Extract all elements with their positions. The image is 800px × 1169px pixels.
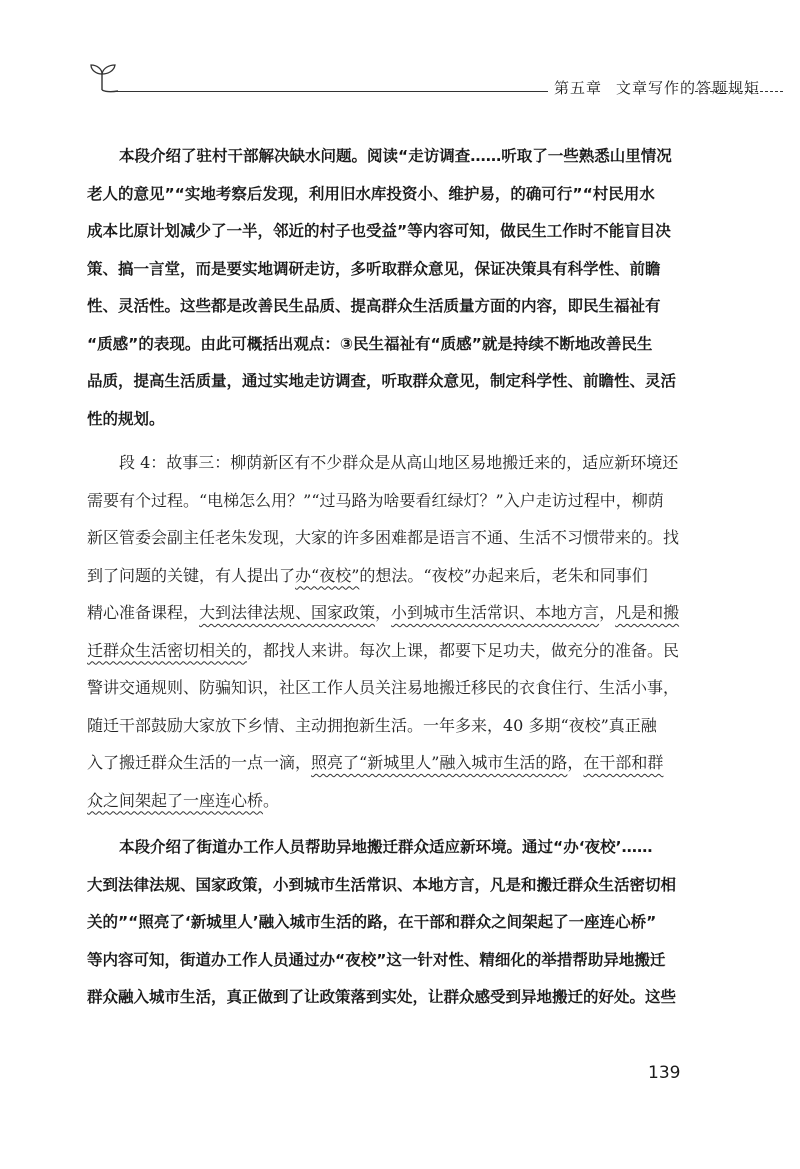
chapter-heading bbox=[554, 77, 760, 98]
text-line bbox=[87, 782, 697, 820]
text-span: 。 bbox=[263, 790, 280, 810]
text-span: 精心准备课程， bbox=[87, 603, 200, 622]
text-span: 入了搬迁群众生活的一点一滴， bbox=[87, 753, 312, 772]
wavy-underlined-text: 迁群众生活密切相关的 bbox=[87, 640, 248, 660]
wavy-underlined-text: 照亮了“新城里人”融入城市生活的路 bbox=[311, 753, 568, 772]
text-line: “质感”的表现。由此可概括出观点：③民生福祉有“质感”就是持续不断地改善民生 bbox=[87, 334, 653, 353]
text-line: 本段介绍了驻村干部解决缺水问题。阅读“走访调查……听取了一些熟悉山里情况 bbox=[119, 147, 672, 165]
wavy-underlined-text: 众之间架起了一座连心桥 bbox=[87, 790, 264, 810]
page-number: 139 bbox=[648, 1063, 681, 1083]
text-line: 成本比原计划减少了一半，邻近的村子也受益”等内容可知，做民生工作时不能盲目决 bbox=[87, 222, 671, 240]
text-line: 关的”“照亮了‘新城里人’融入城市生活的路，在干部和群众之间架起了一座连心桥” bbox=[87, 913, 657, 931]
analysis-paragraph-2 bbox=[87, 829, 697, 1017]
analysis-paragraph-1 bbox=[87, 138, 697, 438]
text-line: 段 4：故事三：柳荫新区有不少群众是从高山地区易地搬迁来的，适应新环境还 bbox=[119, 453, 679, 472]
text-line: 性的规划。 bbox=[87, 409, 165, 428]
text-line: 本段介绍了街道办工作人员帮助异地搬迁群众适应新环境。通过“办‘夜校’…… bbox=[119, 838, 653, 856]
text-span: ，都找人来讲。每次上课，都要下足功夫，做充分的准备。民 bbox=[247, 640, 680, 660]
header-rule-right bbox=[695, 91, 783, 92]
text-line: 随迁干部鼓励大家放下乡情、主动拥抱新生活。一年多来，40 多期“夜校”真正融 bbox=[87, 715, 657, 735]
wavy-underlined-text: 大到法律法规、国家政策 bbox=[199, 603, 376, 622]
story-paragraph bbox=[87, 444, 697, 819]
text-span: 到了问题的关键，有人提出了 bbox=[87, 565, 296, 585]
text-line bbox=[87, 594, 697, 632]
text-span: ， bbox=[599, 603, 616, 622]
text-line: 需要有个过程。“电梯怎么用？”“过马路为啥要看红绿灯？”入户走访过程中，柳荫 bbox=[87, 490, 664, 510]
text-line bbox=[87, 557, 697, 595]
text-line bbox=[87, 744, 697, 782]
wavy-underlined-text: 小到城市生活常识、本地方言 bbox=[391, 603, 600, 622]
text-line: 大到法律法规、国家政策，小到城市生活常识、本地方言，凡是和搬迁群众生活密切相 bbox=[87, 875, 677, 894]
wavy-underlined-text: 在干部和群 bbox=[583, 753, 664, 772]
running-header bbox=[88, 60, 783, 100]
wavy-underlined-text: 办“夜校” bbox=[295, 565, 360, 585]
sprout-icon bbox=[88, 60, 118, 94]
text-line: 警讲交通规则、防骗知识，社区工作人员关注易地搬迁移民的衣食住行、生活小事， bbox=[87, 678, 680, 697]
text-line: 性、灵活性。这些都是改善民生品质、提高群众生活质量方面的内容，即民生福祉有 bbox=[87, 297, 661, 315]
text-line: 群众融入城市生活，真正做到了让政策落到实处，让群众感受到异地搬迁的好处。这些 bbox=[87, 988, 677, 1006]
text-line: 老人的意见”“实地考察后发现，利用旧水库投资小、维护易，的确可行”“村民用水 bbox=[87, 184, 655, 203]
header-rule-left bbox=[110, 91, 548, 92]
text-line: 等内容可知，街道办工作人员通过办“夜校”这一针对性、精细化的举措帮助异地搬迁 bbox=[87, 950, 666, 969]
chapter-title: 文章写作的答题规矩 bbox=[616, 79, 761, 97]
text-span: ， bbox=[567, 753, 584, 772]
text-line: 新区管委会副主任老朱发现，大家的许多困难都是语言不通、生活不习惯带来的。找 bbox=[87, 528, 680, 547]
text-span: 的想法。“夜校”办起来后，老朱和同事们 bbox=[359, 565, 648, 585]
text-line bbox=[87, 632, 697, 670]
text-span: ， bbox=[375, 603, 392, 622]
text-line: 策、搞一言堂，而是要实地调研走访，多听取群众意见，保证决策具有科学性、前瞻 bbox=[87, 259, 661, 278]
chapter-label: 第五章 bbox=[554, 79, 603, 97]
text-line: 品质，提高生活质量，通过实地走访调查，听取群众意见，制定科学性、前瞻性、灵活 bbox=[87, 372, 677, 390]
wavy-underlined-text: 凡是和搬 bbox=[615, 603, 680, 622]
